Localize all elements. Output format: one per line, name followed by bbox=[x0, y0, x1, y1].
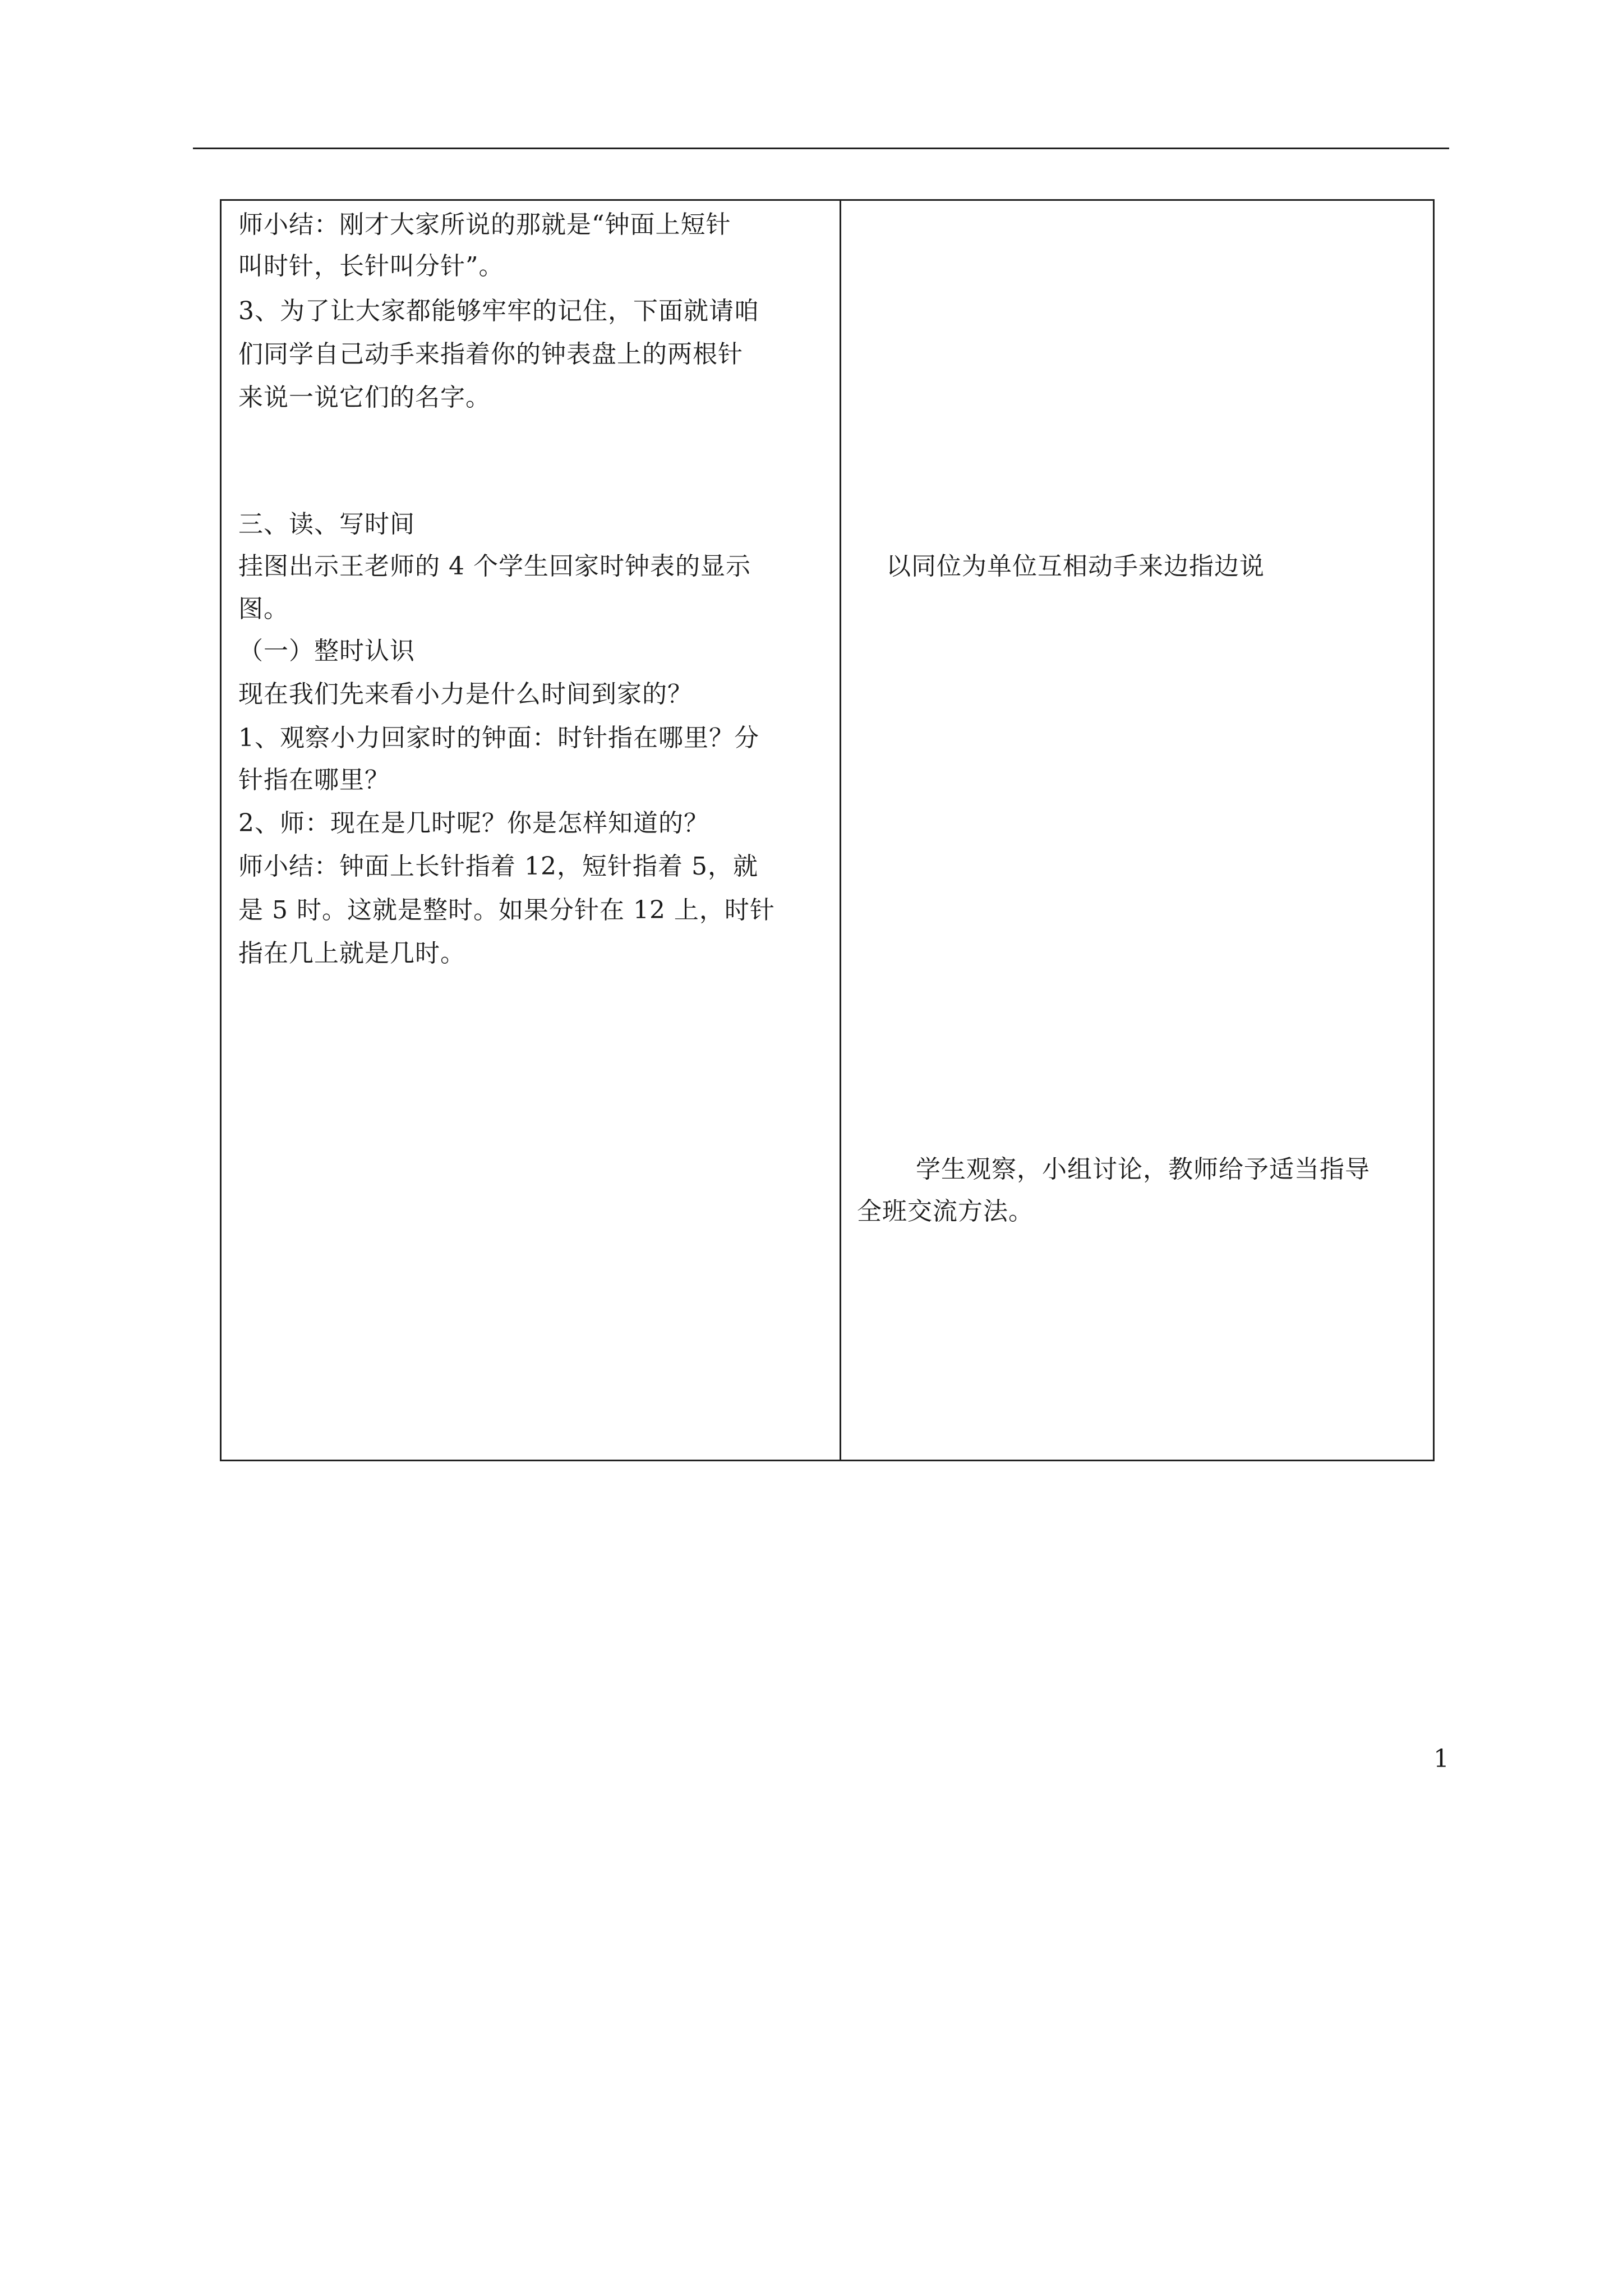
text-line: 以同位为单位互相动手来边指边说 bbox=[886, 552, 1265, 581]
subsection-heading: （一）整时认识 bbox=[238, 637, 415, 665]
text-line: 学生观察，小组讨论，教师给予适当指导 bbox=[916, 1155, 1370, 1184]
text-line: 来说一说它们的名字。 bbox=[238, 383, 491, 412]
text-line: 师小结：刚才大家所说的那就是“钟面上短针 bbox=[238, 210, 731, 239]
text-line: 们同学自己动手来指着你的钟表盘上的两根针 bbox=[238, 340, 743, 369]
text-line: 师小结：钟面上长针指着 12，短针指着 5，就 bbox=[238, 852, 758, 881]
text-line: 现在我们先来看小力是什么时间到家的？ bbox=[238, 680, 693, 708]
text-line: 指在几上就是几时。 bbox=[238, 939, 465, 968]
text-line: 图。 bbox=[238, 595, 289, 623]
text-line: 1、观察小力回家时的钟面：时针指在哪里？分 bbox=[238, 724, 759, 752]
text-line: 挂图出示王老师的 4 个学生回家时钟表的显示 bbox=[238, 552, 751, 581]
header-rule bbox=[193, 148, 1449, 149]
lesson-table bbox=[220, 199, 1435, 1461]
text-line: 叫时针，长针叫分针”。 bbox=[238, 252, 504, 280]
page-number: 1 bbox=[1433, 1745, 1449, 1773]
text-line: 针指在哪里？ bbox=[238, 766, 390, 794]
text-line: 2、师：现在是几时呢？你是怎样知道的？ bbox=[238, 809, 709, 838]
text-line: 3、为了让大家都能够牢牢的记住，下面就请咱 bbox=[238, 297, 759, 325]
text-line: 是 5 时。这就是整时。如果分针在 12 上，时针 bbox=[238, 896, 775, 924]
text-line: 全班交流方法。 bbox=[857, 1197, 1034, 1226]
column-divider bbox=[840, 201, 841, 1460]
section-heading: 三、读、写时间 bbox=[238, 510, 415, 539]
